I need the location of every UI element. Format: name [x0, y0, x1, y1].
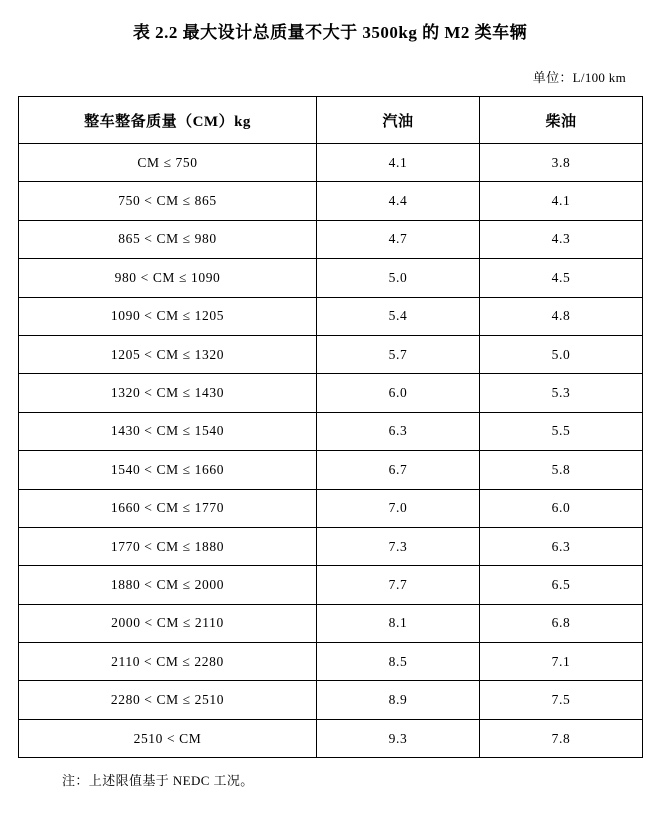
table-row [19, 220, 643, 258]
cell-gasoline-value: 7.7 [317, 566, 480, 604]
fuel-consumption-table [18, 96, 643, 758]
table-note: 注：上述限值基于 NEDC 工况。 [62, 773, 254, 789]
cell-diesel-value: 6.3 [480, 527, 643, 565]
cell-gasoline-value: 4.4 [317, 182, 480, 220]
cell-diesel-value: 5.0 [480, 335, 643, 373]
column-header-gasoline: 汽油 [317, 97, 480, 144]
page-title: 表 2.2 最大设计总质量不大于 3500kg 的 M2 类车辆 [132, 23, 528, 42]
cell-mass-range: 1430 < CM ≤ 1540 [19, 412, 317, 450]
table-row [19, 643, 643, 681]
cell-gasoline-value: 7.0 [317, 489, 480, 527]
cell-diesel-value: 4.8 [480, 297, 643, 335]
table-row [19, 451, 643, 489]
cell-gasoline-value: 5.4 [317, 297, 480, 335]
cell-gasoline-value: 5.0 [317, 259, 480, 297]
cell-mass-range: 1880 < CM ≤ 2000 [19, 566, 317, 604]
table-row [19, 681, 643, 719]
cell-mass-range: 1090 < CM ≤ 1205 [19, 297, 317, 335]
cell-mass-range: 1770 < CM ≤ 1880 [19, 527, 317, 565]
cell-mass-range: 980 < CM ≤ 1090 [19, 259, 317, 297]
cell-mass-range: 1660 < CM ≤ 1770 [19, 489, 317, 527]
table-row [19, 259, 643, 297]
cell-diesel-value: 5.8 [480, 451, 643, 489]
table-header [19, 97, 643, 144]
table-row [19, 604, 643, 642]
table-row [19, 374, 643, 412]
column-header-diesel: 柴油 [480, 97, 643, 144]
cell-gasoline-value: 6.7 [317, 451, 480, 489]
cell-gasoline-value: 4.1 [317, 144, 480, 182]
table-row [19, 335, 643, 373]
cell-mass-range: 2280 < CM ≤ 2510 [19, 681, 317, 719]
cell-mass-range: 1540 < CM ≤ 1660 [19, 451, 317, 489]
table-row [19, 297, 643, 335]
cell-mass-range: 2000 < CM ≤ 2110 [19, 604, 317, 642]
cell-diesel-value: 7.1 [480, 643, 643, 681]
cell-diesel-value: 4.3 [480, 220, 643, 258]
cell-mass-range: 1205 < CM ≤ 1320 [19, 335, 317, 373]
cell-mass-range: CM ≤ 750 [19, 144, 317, 182]
cell-diesel-value: 6.5 [480, 566, 643, 604]
column-header-mass: 整车整备质量（CM）kg [19, 97, 317, 144]
cell-mass-range: 750 < CM ≤ 865 [19, 182, 317, 220]
unit-label: 单位：L/100 km [532, 70, 626, 85]
cell-diesel-value: 7.8 [480, 719, 643, 757]
table-row [19, 182, 643, 220]
table-row [19, 489, 643, 527]
table-row [19, 719, 643, 757]
table-row [19, 412, 643, 450]
table-row [19, 566, 643, 604]
cell-diesel-value: 4.1 [480, 182, 643, 220]
cell-gasoline-value: 5.7 [317, 335, 480, 373]
cell-mass-range: 1320 < CM ≤ 1430 [19, 374, 317, 412]
cell-gasoline-value: 7.3 [317, 527, 480, 565]
cell-mass-range: 2510 < CM [19, 719, 317, 757]
cell-gasoline-value: 6.0 [317, 374, 480, 412]
table-row [19, 144, 643, 182]
cell-diesel-value: 7.5 [480, 681, 643, 719]
table-row [19, 527, 643, 565]
cell-gasoline-value: 6.3 [317, 412, 480, 450]
cell-diesel-value: 4.5 [480, 259, 643, 297]
cell-diesel-value: 6.8 [480, 604, 643, 642]
cell-diesel-value: 5.5 [480, 412, 643, 450]
cell-gasoline-value: 9.3 [317, 719, 480, 757]
cell-mass-range: 2110 < CM ≤ 2280 [19, 643, 317, 681]
cell-mass-range: 865 < CM ≤ 980 [19, 220, 317, 258]
cell-diesel-value: 6.0 [480, 489, 643, 527]
table-body [19, 144, 643, 758]
document-page [0, 18, 660, 816]
cell-diesel-value: 3.8 [480, 144, 643, 182]
cell-gasoline-value: 8.5 [317, 643, 480, 681]
cell-gasoline-value: 8.9 [317, 681, 480, 719]
cell-gasoline-value: 8.1 [317, 604, 480, 642]
table-header-row [19, 97, 643, 144]
cell-gasoline-value: 4.7 [317, 220, 480, 258]
cell-diesel-value: 5.3 [480, 374, 643, 412]
